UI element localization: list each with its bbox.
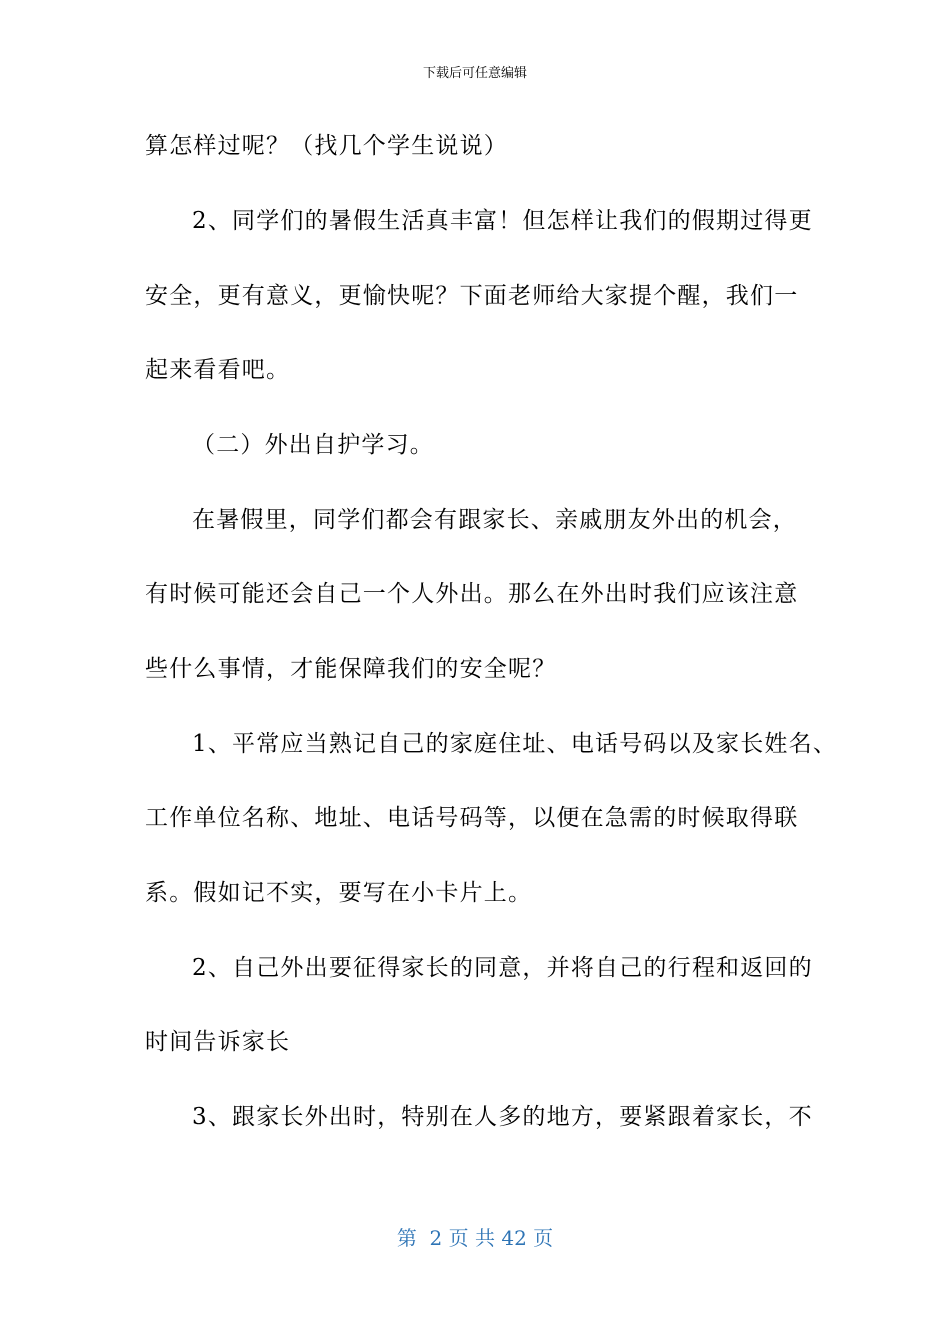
text-line: 些什么事情，才能保障我们的安全呢？ xyxy=(145,656,557,682)
text-line: 算怎样过呢？（找几个学生说说） xyxy=(145,133,508,159)
text-line: 工作单位名称、地址、电话号码等，以便在急需的时候取得联 xyxy=(145,805,799,831)
header-note: 下载后可任意编辑 xyxy=(422,66,527,81)
text-line: 2、同学们的暑假生活真丰富！但怎样让我们的假期过得更 xyxy=(192,208,813,234)
text-line: 时间告诉家长 xyxy=(145,1029,291,1055)
text-line: 起来看看吧。 xyxy=(145,357,291,383)
text-line: 1、平常应当熟记自己的家庭住址、电话号码以及家长姓名、 xyxy=(192,731,838,757)
text-line: 系。假如记不实，要写在小卡片上。 xyxy=(145,880,533,906)
text-line: 3、跟家长外出时，特别在人多的地方，要紧跟着家长，不 xyxy=(192,1104,813,1130)
text-line: 有时候可能还会自己一个人外出。那么在外出时我们应该注意 xyxy=(145,581,799,607)
text-line: 在暑假里，同学们都会有跟家长、亲戚朋友外出的机会， xyxy=(192,507,797,533)
text-line: 2、自己外出要征得家长的同意，并将自己的行程和返回的 xyxy=(192,955,813,981)
section-heading: （二）外出自护学习。 xyxy=(192,432,434,458)
page-number-footer: 第 2 页 共 42 页 xyxy=(396,1226,554,1250)
text-line: 安全，更有意义，更愉快呢？下面老师给大家提个醒，我们一 xyxy=(145,283,799,309)
